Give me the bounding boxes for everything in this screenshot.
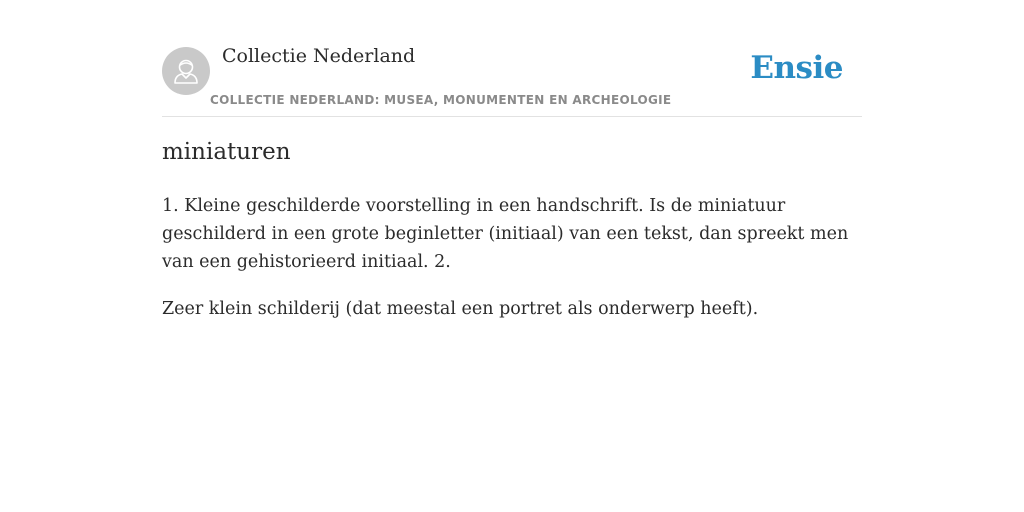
entry-card xyxy=(162,0,862,319)
user-avatar-icon[interactable] xyxy=(162,47,210,95)
ensie-logo[interactable]: Ensie xyxy=(750,50,843,86)
author-name[interactable]: Collectie Nederland xyxy=(222,45,416,67)
entry-paragraph-1: 1. Kleine geschilderde voorstelling in een handschrift. Is de miniatuur geschilderd in een grote beginletter (initiaal) van een tekst, dan spreekt men van een gehistorieerd initiaal. 2. xyxy=(162,196,849,272)
entry-title: miniaturen xyxy=(162,139,291,165)
entry-header xyxy=(162,0,862,117)
source-label[interactable]: COLLECTIE NEDERLAND: MUSEA, MONUMENTEN EN ARCHEOLOGIE xyxy=(210,93,672,107)
entry-paragraph-2: Zeer klein schilderij (dat meestal een portret als onderwerp heeft). xyxy=(162,299,759,319)
